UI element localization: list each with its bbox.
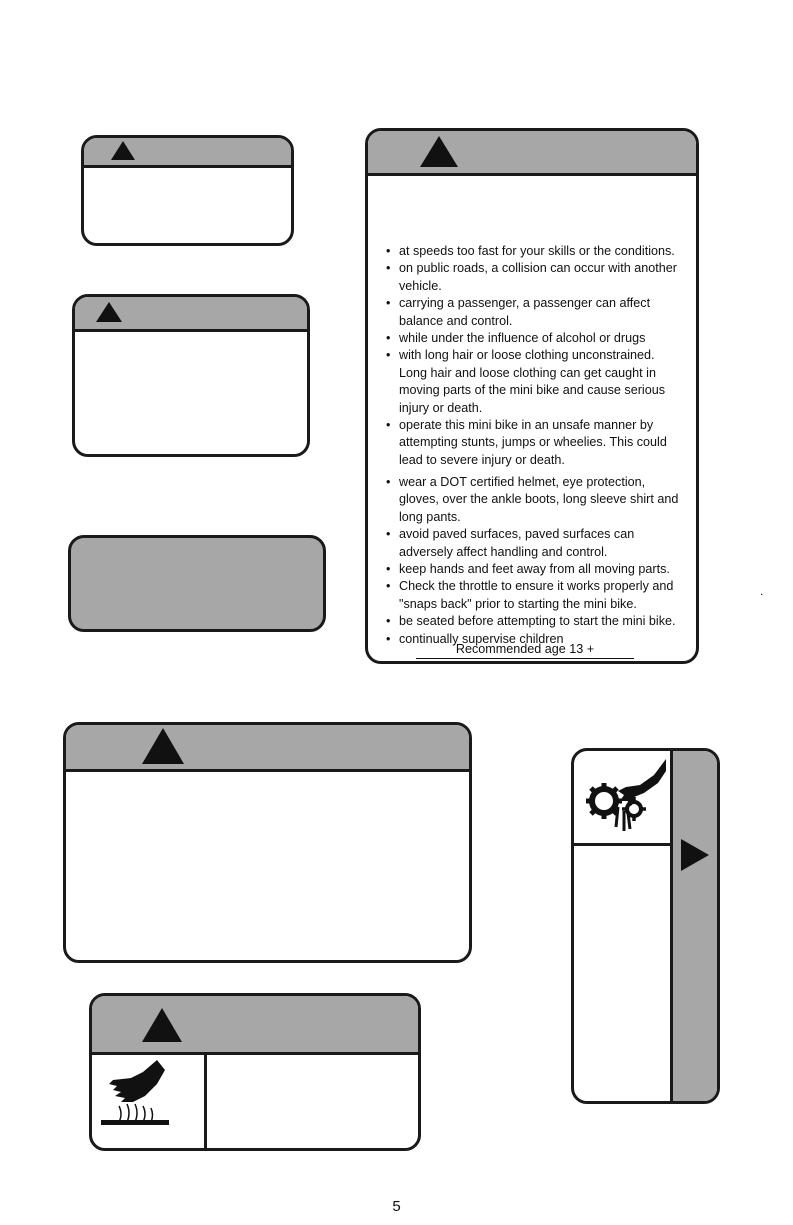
label-header — [92, 996, 418, 1055]
label-header — [368, 131, 696, 176]
page-number: 5 — [392, 1198, 401, 1215]
label-header — [84, 138, 291, 168]
warning-label-small-1 — [81, 135, 294, 246]
recommended-age: Recommended age 13 + — [416, 642, 634, 659]
icon-divider — [204, 1052, 207, 1148]
list-item: • at speeds too fast for your skills or the conditions. — [382, 243, 682, 260]
warning-label-wide — [63, 722, 472, 963]
list-item: • keep hands and feet away from all moving parts. — [382, 561, 682, 578]
notice-label-gray — [68, 535, 326, 632]
always-list — [382, 474, 682, 648]
warning-triangle-icon — [142, 728, 184, 764]
list-item: • on public roads, a collision can occur with another vehicle. — [382, 260, 682, 295]
list-item: • operate this mini bike in an unsafe manner by attempting stunts, jumps or wheelies. This could lead to severe injury or death. — [382, 417, 682, 469]
list-item: • with long hair or loose clothing unconstrained. Long hair and loose clothing can get caught in moving parts of the mini bike and cause serious injury or death. — [382, 347, 682, 417]
list-item: • avoid paved surfaces, paved surfaces can adversely affect handling and control. — [382, 526, 682, 561]
hot-surface-label — [89, 993, 421, 1151]
list-item: • while under the influence of alcohol or drugs — [382, 330, 682, 347]
label-side-bar — [670, 751, 717, 1101]
moving-parts-label — [571, 748, 720, 1104]
warning-label-main — [365, 128, 699, 664]
avoid-list — [382, 243, 682, 469]
warning-label-small-2 — [72, 294, 310, 457]
warning-triangle-icon — [96, 302, 122, 322]
list-item: • wear a DOT certified helmet, eye protection, gloves, over the ankle boots, long sleeve shirt and long pants. — [382, 474, 682, 526]
list-item: • Check the throttle to ensure it works properly and "snaps back" prior to starting the mini bike. — [382, 578, 682, 613]
warning-triangle-icon — [142, 1008, 182, 1042]
hot-surface-hand-icon — [99, 1058, 179, 1128]
label-header — [75, 297, 307, 332]
stray-mark: . — [760, 584, 764, 598]
warning-triangle-icon — [111, 141, 135, 160]
warning-triangle-icon — [420, 136, 458, 167]
list-item: • be seated before attempting to start the mini bike. — [382, 613, 682, 630]
arrow-right-icon — [681, 839, 709, 871]
list-item: • carrying a passenger, a passenger can affect balance and control. — [382, 295, 682, 330]
list-item: • continually supervise children — [382, 631, 682, 648]
gear-hand-hazard-icon — [582, 757, 668, 839]
label-header — [66, 725, 469, 772]
icon-divider — [574, 843, 673, 846]
